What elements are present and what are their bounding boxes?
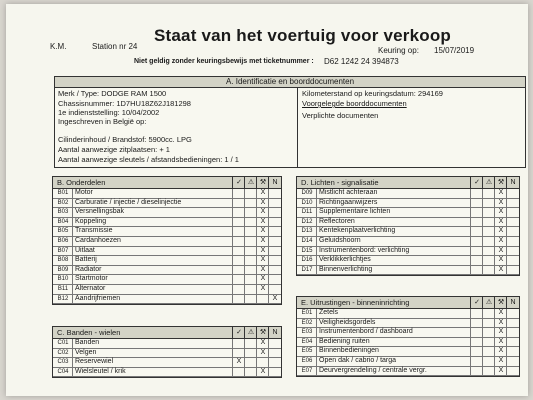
- check-cell: [506, 309, 519, 318]
- table-row: [53, 247, 281, 257]
- column-header-icon: N: [268, 177, 281, 188]
- check-cell: [268, 208, 281, 217]
- table-row: [53, 227, 281, 237]
- check-cell: X: [256, 368, 269, 377]
- row-code: D13: [298, 227, 317, 236]
- row-code: B09: [54, 266, 73, 275]
- check-cell: [506, 256, 519, 265]
- row-label: Kentekenplaatverlichting: [319, 227, 396, 235]
- row-label: Binnenverlichting: [319, 265, 373, 273]
- column-header-icon: ⚒: [256, 177, 269, 188]
- sectionB-title-text: B. Onderdelen: [57, 178, 106, 187]
- sectionD-title-text: D. Lichten - signalisatie: [301, 178, 379, 187]
- row-label: Instrumentenbord: verlichting: [319, 246, 410, 254]
- table-row: [297, 266, 519, 276]
- row-code: B02: [54, 199, 73, 208]
- a-left-6: Aantal aanwezige sleutels / afstandsbedieningen: 1 / 1: [58, 155, 239, 164]
- table-row: [297, 218, 519, 228]
- column-header-icon: N: [506, 297, 519, 308]
- table-row: [297, 347, 519, 357]
- a-right-0: Kilometerstand op keuringsdatum: 294169: [302, 89, 443, 98]
- check-cell: [268, 358, 281, 367]
- table-row: [53, 208, 281, 218]
- check-cell: X: [256, 208, 269, 217]
- table-row: [53, 189, 281, 199]
- table-row: [53, 237, 281, 247]
- check-cell: X: [256, 339, 269, 348]
- sectionC-title: [53, 327, 281, 339]
- keuring-label: Keuring op:: [378, 46, 419, 55]
- check-cell: X: [232, 358, 245, 367]
- check-cell: X: [268, 295, 281, 304]
- row-label: Deurvergrendeling / centrale vergr.: [319, 366, 427, 374]
- check-cell: [506, 367, 519, 376]
- check-cell: [506, 237, 519, 246]
- row-label: Open dak / cabrio / targa: [319, 356, 397, 364]
- row-label: Motor: [75, 189, 93, 196]
- table-row: [53, 295, 281, 305]
- ticket-number: D62 1242 24 394873: [324, 57, 399, 66]
- row-label: Transmissie: [75, 227, 113, 235]
- row-code: C04: [54, 368, 73, 377]
- check-cell: X: [494, 309, 507, 318]
- sectionC-title-text: C. Banden - wielen: [57, 328, 121, 337]
- table-row: [297, 237, 519, 247]
- section-lichten: [296, 176, 520, 276]
- a-left-3: Ingeschreven in België op:: [58, 117, 147, 126]
- check-cell: [268, 227, 281, 236]
- a-left-2: 1e indienststelling: 10/04/2002: [58, 108, 160, 117]
- check-cell: [268, 256, 281, 265]
- row-code: D14: [298, 237, 317, 246]
- row-code: B04: [54, 218, 73, 227]
- row-label: Bediening ruiten: [319, 337, 370, 345]
- check-cell: X: [256, 349, 269, 358]
- check-cell: X: [256, 266, 269, 275]
- row-label: Velgen: [75, 348, 97, 356]
- a-left-5: Aantal aanwezige zitplaatsen: + 1: [58, 145, 170, 154]
- check-cell: [506, 319, 519, 328]
- km-label: K.M.: [50, 42, 67, 51]
- check-cell: X: [256, 247, 269, 256]
- row-code: B07: [54, 247, 73, 256]
- table-row: [53, 339, 281, 349]
- table-row: [297, 199, 519, 209]
- row-label: Versnellingsbak: [75, 208, 125, 216]
- table-row: [53, 256, 281, 266]
- check-cell: X: [494, 237, 507, 246]
- check-cell: [268, 199, 281, 208]
- column-header-icon: ✓: [232, 327, 245, 338]
- row-code: B12: [54, 295, 73, 304]
- column-header-icon: ⚒: [256, 327, 269, 338]
- section-banden: [52, 326, 282, 378]
- section-uitrustingen: [296, 296, 520, 377]
- check-cell: X: [494, 218, 507, 227]
- check-cell: [506, 357, 519, 366]
- check-cell: [268, 218, 281, 227]
- row-code: D15: [298, 247, 317, 256]
- row-label: Veiligheidsgordels: [319, 318, 376, 326]
- sectionD-title: [297, 177, 519, 189]
- check-cell: X: [494, 347, 507, 356]
- table-row: [53, 368, 281, 378]
- row-code: D16: [298, 256, 317, 265]
- check-cell: X: [494, 367, 507, 376]
- table-row: [53, 199, 281, 209]
- row-code: D09: [298, 189, 317, 198]
- row-label: Reflectoren: [319, 217, 355, 225]
- column-header-icon: ✓: [470, 177, 483, 188]
- a-left-0: Merk / Type: DODGE RAM 1500: [58, 89, 167, 98]
- row-label: Batterij: [75, 256, 97, 264]
- table-row: [53, 266, 281, 276]
- column-header-icon: N: [506, 177, 519, 188]
- check-cell: [506, 227, 519, 236]
- check-cell: [506, 328, 519, 337]
- check-cell: [506, 208, 519, 217]
- row-label: Zetels: [319, 309, 339, 316]
- table-row: [297, 367, 519, 377]
- check-cell: X: [494, 319, 507, 328]
- column-header-icon: ⚠: [244, 327, 257, 338]
- table-row: [297, 247, 519, 257]
- check-cell: X: [256, 199, 269, 208]
- ticket-text: Niet geldig zonder keuringsbewijs met ticketnummer :: [134, 58, 314, 65]
- column-header-icon: ✓: [232, 177, 245, 188]
- check-cell: X: [494, 199, 507, 208]
- row-label: Supplementaire lichten: [319, 208, 391, 216]
- station-label: Station nr 24: [92, 42, 138, 51]
- row-label: Cardanhoezen: [75, 236, 121, 244]
- table-row: [297, 189, 519, 199]
- row-code: C03: [54, 358, 73, 367]
- check-cell: [268, 237, 281, 246]
- row-label: Mistlicht achteraan: [319, 189, 378, 196]
- table-row: [53, 285, 281, 295]
- row-code: B01: [54, 189, 73, 198]
- check-cell: X: [256, 237, 269, 246]
- table-row: [297, 309, 519, 319]
- column-header-icon: ⚒: [494, 177, 507, 188]
- check-cell: X: [494, 247, 507, 256]
- column-header-icon: ⚠: [244, 177, 257, 188]
- row-label: Instrumentenbord / dashboard: [319, 328, 413, 336]
- check-cell: [268, 349, 281, 358]
- table-row: [53, 358, 281, 368]
- check-cell: [506, 247, 519, 256]
- row-label: Binnenbedieningen: [319, 347, 379, 355]
- row-code: B11: [54, 285, 73, 294]
- row-code: D10: [298, 199, 317, 208]
- row-label: Geluidshoorn: [319, 236, 361, 244]
- check-cell: [268, 368, 281, 377]
- section-onderdelen: [52, 176, 282, 305]
- sectionE-title-text: E. Uitrustingen - binneninrichting: [301, 298, 410, 307]
- table-row: [297, 338, 519, 348]
- table-row: [53, 218, 281, 228]
- row-code: E06: [298, 357, 317, 366]
- column-header-icon: N: [268, 327, 281, 338]
- check-cell: [268, 275, 281, 284]
- check-cell: [268, 247, 281, 256]
- check-cell: [268, 339, 281, 348]
- row-code: B10: [54, 275, 73, 284]
- inspection-form: [6, 4, 528, 396]
- row-label: Koppeling: [75, 217, 107, 225]
- table-row: [297, 227, 519, 237]
- check-cell: X: [494, 266, 507, 275]
- row-code: E02: [298, 319, 317, 328]
- row-label: Alternator: [75, 284, 106, 292]
- check-cell: X: [256, 256, 269, 265]
- check-cell: X: [256, 285, 269, 294]
- a-right-2: Verplichte documenten: [302, 111, 379, 120]
- check-cell: [268, 189, 281, 198]
- row-code: C01: [54, 339, 73, 348]
- check-cell: [506, 218, 519, 227]
- row-code: C02: [54, 349, 73, 358]
- check-cell: [506, 266, 519, 275]
- row-code: E04: [298, 338, 317, 347]
- table-row: [297, 357, 519, 367]
- a-left-1: Chassisnummer: 1D7HU18Z62J181298: [58, 99, 191, 108]
- row-label: Richtingaanwijzers: [319, 198, 378, 206]
- column-header-icon: ✓: [470, 297, 483, 308]
- row-code: B03: [54, 208, 73, 217]
- row-code: E03: [298, 328, 317, 337]
- row-label: Banden: [75, 339, 100, 346]
- table-row: [297, 208, 519, 218]
- row-label: Carburatie / injectie / dieselinjectie: [75, 198, 182, 206]
- check-cell: [506, 199, 519, 208]
- row-label: Reservewiel: [75, 358, 114, 366]
- check-cell: X: [256, 227, 269, 236]
- row-label: Startmotor: [75, 275, 108, 283]
- check-cell: X: [494, 189, 507, 198]
- table-row: [53, 275, 281, 285]
- a-left-4: Cilinderinhoud / Brandstof: 5900cc. LPG: [58, 135, 192, 144]
- check-cell: [268, 266, 281, 275]
- row-label: Radiator: [75, 265, 102, 273]
- check-cell: [506, 338, 519, 347]
- row-label: Verklikkerlichtjes: [319, 256, 371, 264]
- check-cell: [506, 189, 519, 198]
- section-identification: [54, 76, 526, 168]
- row-code: D11: [298, 208, 317, 217]
- check-cell: X: [256, 275, 269, 284]
- table-row: [297, 256, 519, 266]
- sectionE-title: [297, 297, 519, 309]
- column-header-icon: ⚠: [482, 297, 495, 308]
- check-cell: [268, 285, 281, 294]
- row-code: E05: [298, 347, 317, 356]
- a-right-1: Voorgelegde boorddocumenten: [302, 99, 407, 108]
- sectionB-title: [53, 177, 281, 189]
- table-row: [53, 349, 281, 359]
- check-cell: X: [494, 328, 507, 337]
- row-label: Wielsleutel / krik: [75, 367, 126, 375]
- row-code: E07: [298, 367, 317, 376]
- row-code: E01: [298, 309, 317, 318]
- check-cell: X: [256, 218, 269, 227]
- row-label: Aandrijfriemen: [75, 294, 121, 302]
- row-code: B08: [54, 256, 73, 265]
- row-code: D12: [298, 218, 317, 227]
- row-code: B05: [54, 227, 73, 236]
- table-row: [297, 328, 519, 338]
- keuring-date: 15/07/2019: [434, 46, 475, 55]
- section-a-title: A. Identificatie en boorddocumenten: [55, 77, 525, 88]
- check-cell: X: [256, 189, 269, 198]
- row-label: Uitlaat: [75, 246, 95, 254]
- check-cell: X: [494, 256, 507, 265]
- column-header-icon: ⚒: [494, 297, 507, 308]
- table-row: [297, 319, 519, 329]
- row-code: B06: [54, 237, 73, 246]
- check-cell: X: [494, 208, 507, 217]
- column-header-icon: ⚠: [482, 177, 495, 188]
- check-cell: X: [494, 338, 507, 347]
- check-cell: [506, 347, 519, 356]
- row-code: D17: [298, 266, 317, 275]
- check-cell: X: [494, 357, 507, 366]
- check-cell: X: [494, 227, 507, 236]
- page-title: Staat van het voertuig voor verkoop: [154, 26, 452, 45]
